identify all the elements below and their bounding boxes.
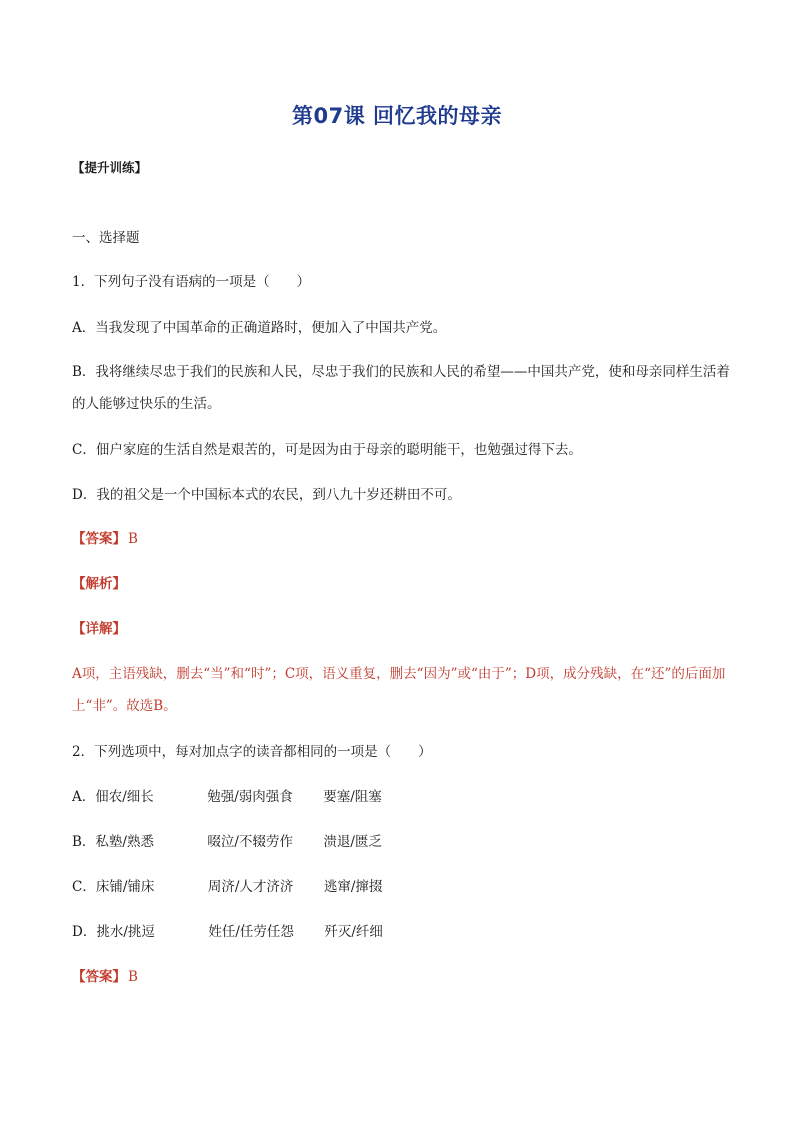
q2-option-letter: B． xyxy=(72,834,96,850)
q1-option-c: C．佃户家庭的生活自然是艰苦的，可是因为由于母亲的聪明能干，也勉强过得下去。 xyxy=(72,442,582,458)
q1-detail-label: 【详解】 xyxy=(72,621,126,637)
q2-option-b xyxy=(72,832,732,852)
q2-option-word: 要塞/阻塞 xyxy=(323,789,382,805)
q2-answer xyxy=(72,967,732,987)
q2-option-c xyxy=(72,877,732,897)
section-heading: 一、选择题 xyxy=(72,230,140,246)
q2-option-word: 周济/人才济济 xyxy=(207,879,294,895)
subtitle-label: 【提升训练】 xyxy=(72,160,148,175)
q1-detail-text: A项，主语残缺，删去“当”和“时”；C项，语义重复，删去“因为”或“由于”；D项，成分残缺，在“还”的后面加上“非”。故选B。 xyxy=(72,666,726,714)
q2-option-a xyxy=(72,787,732,807)
q2-option-word: 姓任/任劳任怨 xyxy=(208,924,294,940)
q2-option-letter: D． xyxy=(72,924,97,940)
q1-analysis-label: 【解析】 xyxy=(72,576,126,592)
q1-stem: 1．下列句子没有语病的一项是（ ） xyxy=(72,274,311,290)
q2-option-word: 勉强/弱肉强食 xyxy=(207,789,293,805)
q1-option-b: B．我将继续尽忠于我们的民族和人民，尽忠于我们的民族和人民的希望——中国共产党，使和母亲同样生活着的人能够过快乐的生活。 xyxy=(72,364,730,412)
q2-option-word: 佃农/细长 xyxy=(95,789,154,805)
q2-option-word: 床铺/铺床 xyxy=(95,879,155,895)
subtitle xyxy=(72,158,732,178)
q1-answer-value: B xyxy=(128,531,138,547)
q2-option-letter: A． xyxy=(72,789,96,805)
q1-answer-label: 【答案】 xyxy=(72,531,126,547)
q2-option-word: 歼灭/纤细 xyxy=(324,924,383,940)
q1-option-a: A．当我发现了中国革命的正确道路时，便加入了中国共产党。 xyxy=(72,320,447,336)
q1-option-d: D．我的祖父是一个中国标本式的农民，到八九十岁还耕田不可。 xyxy=(72,487,461,503)
q2-option-word: 私塾/熟悉 xyxy=(95,834,154,850)
q2-option-word: 逃窜/撺掇 xyxy=(323,879,383,895)
q1-detail xyxy=(72,619,732,639)
q2-option-letter: C． xyxy=(72,879,96,895)
q2-option-word: 啜泣/不辍劳作 xyxy=(207,834,293,850)
page-title: 第07课 回忆我的母亲 xyxy=(291,104,503,128)
q2-option-d xyxy=(72,922,732,942)
q1-answer xyxy=(72,529,732,549)
q2-answer-label: 【答案】 xyxy=(72,969,126,985)
q2-stem: 2．下列选项中，每对加点字的读音都相同的一项是（ ） xyxy=(72,744,432,760)
q1-analysis xyxy=(72,574,732,594)
q2-answer-value: B xyxy=(128,969,138,985)
q2-option-word: 挑水/挑逗 xyxy=(96,924,155,940)
q2-option-word: 溃退/匮乏 xyxy=(323,834,382,850)
